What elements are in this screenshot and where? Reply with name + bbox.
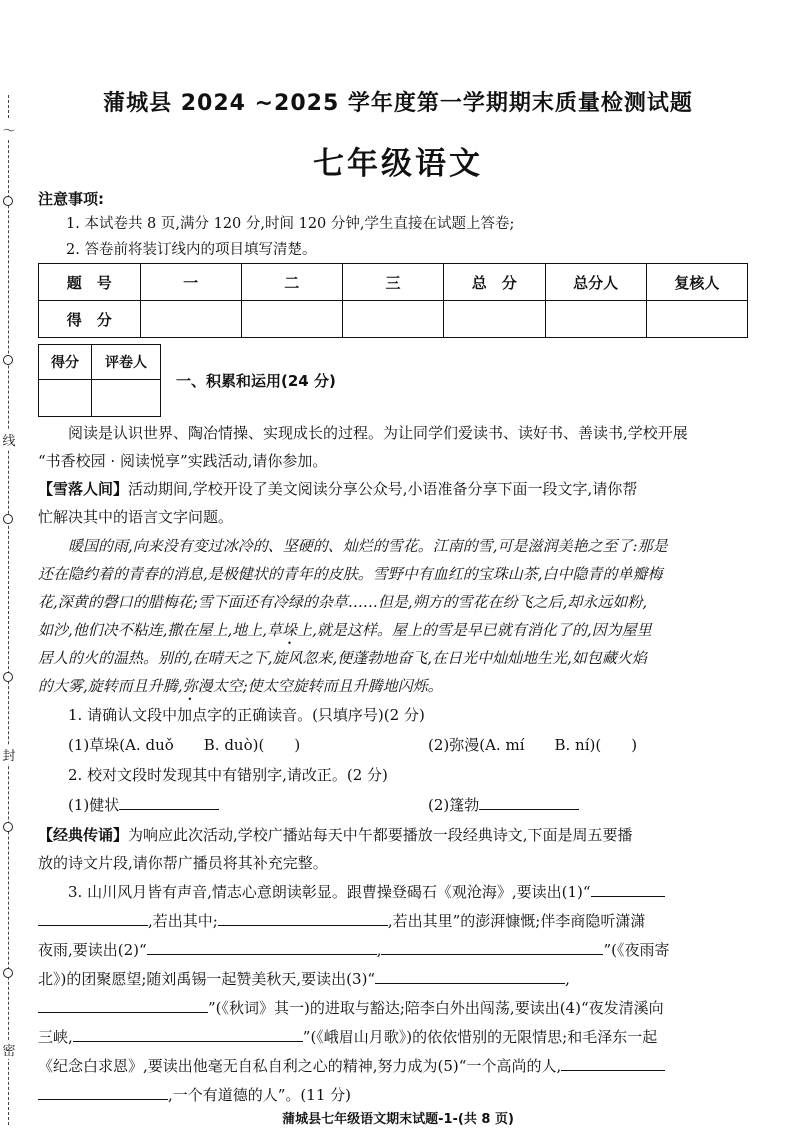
passage-text: 草 [267,621,283,639]
passage-text: 上,就是这样。屋上的雪是早已就有消化了的,因为屋里 [297,621,652,639]
score-row-label: 得 分 [39,301,141,338]
subject-title: 七年级语文 [313,146,483,182]
question-2-item-b [428,790,758,820]
note-item: 2. 答卷前将装订线内的项目填写清楚。 [66,242,317,258]
answer-blank[interactable] [561,1055,665,1071]
score-header-3: 三 [342,264,443,301]
grader-score-cell[interactable] [39,380,92,417]
score-cell[interactable] [140,301,241,338]
q3-text: , [376,941,382,959]
grader-score-label: 得分 [39,345,92,380]
grader-name-label: 评卷人 [92,345,161,380]
question-3-line [38,877,788,907]
intro-line: “书香校园 · 阅读悦享”实践活动,请你参加。 [38,452,328,470]
margin-mark-seal: 封 [0,745,18,764]
task2-line [38,820,758,850]
q3-text: ”(《峨眉山月歌》)的依依惜别的无限情思;和毛泽东一起 [302,1028,658,1046]
question-1-stem: 1. 请确认文段中加点字的正确读音。(只填序号)(2 分) [68,706,425,724]
margin-circle [3,514,13,524]
margin-circle [3,196,13,206]
score-header-totaller: 总分人 [545,264,646,301]
score-header-reviewer: 复核人 [646,264,747,301]
question-3-line [38,906,758,936]
passage-line: 还在隐约着的青春的消息,是极健状的青年的皮肤。雪野中有血红的宝珠山茶,白中隐青的单瓣梅 [38,565,663,583]
q3-text: ,一个有道德的人”。(11 分) [168,1086,351,1104]
margin-circle [3,672,13,682]
answer-blank[interactable] [479,794,579,810]
passage-line: 花,深黄的磬口的腊梅花;雪下面还有冷绿的杂草……但是,朔方的雪花在纷飞之后,却永远如粉, [38,593,648,611]
margin-circle [3,822,13,832]
q3-text: ”(《秋词》其一)的进取与豁达;陪李白外出闯荡,要读出(4)“夜发清溪向 [208,999,664,1017]
dotted-char: 弥 [182,677,198,695]
score-header-total: 总 分 [444,264,546,301]
q3-text: ,若出其里”的澎湃慷慨;伴李商隐听潇潇 [387,912,646,930]
passage-line: 居人的火的温热。别的,在晴天之下,旋风忽来,便蓬勃地奋飞,在日光中灿灿地生光,如包藏火焰 [38,649,647,667]
q3-text: 夜雨,要读出(2)“ [38,941,147,959]
question-3-line [38,993,758,1023]
answer-blank[interactable] [375,968,565,984]
grader-box [38,344,161,417]
answer-blank[interactable] [218,910,388,926]
q2-word: (1)健状 [68,796,120,814]
score-header-2: 二 [241,264,342,301]
page-footer: 蒲城县七年级语文期末试题-1-(共 8 页) [282,1112,514,1127]
task1-line: 忙解决其中的语言文字问题。 [38,508,234,526]
answer-blank[interactable] [147,939,377,955]
q3-text: ”(《夜雨寄 [603,941,670,959]
margin-mark-seal-wire: 线 [0,430,18,449]
question-2-stem: 2. 校对文段时发现其中有错别字,请改正。(2 分) [68,766,388,784]
q3-text: ,若出其中; [148,912,218,930]
question-1-option-b[interactable]: (2)弥漫(A. mí B. ní)( ) [428,736,638,754]
task1-tag: 【雪落人间】 [38,480,129,498]
score-cell[interactable] [646,301,747,338]
answer-blank[interactable] [381,939,603,955]
exam-title: 蒲城县 2024 ~2025 学年度第一学期期末质量检测试题 [103,91,693,116]
task2-tag: 【经典传诵】 [38,826,129,844]
answer-blank[interactable] [119,794,219,810]
margin-mark-secret: 密 [0,1040,18,1059]
task1-line [38,474,758,504]
dotted-char: 垛 [282,621,298,639]
q3-text: , [565,970,570,988]
answer-blank[interactable] [38,910,148,926]
question-3-line [38,1051,758,1081]
answer-blank[interactable] [591,881,665,897]
q3-text: 三峡, [38,1028,73,1046]
question-3-line [38,1022,758,1052]
margin-circle [3,968,13,978]
answer-blank[interactable] [38,1084,168,1100]
q3-text: 3. 山川风月皆有声音,情志心意朗读彰显。跟曹操登碣石《观沧海》,要读出(1)“ [68,883,591,901]
task1-text: 活动期间,学校开设了美文阅读分享公众号,小语准备分享下面一段文字,请你帮 [128,480,638,498]
passage-text: 漫太空;使太空旋转而且升腾地闪烁。 [197,677,443,695]
passage-line: 暖国的雨,向来没有变过冰冷的、坚硬的、灿烂的雪花。江南的雪,可是滋润美艳之至了:那是 [68,537,668,555]
task2-line: 放的诗文片段,请你帮广播员将其补充完整。 [38,854,328,872]
question-3-line [38,935,758,965]
score-cell[interactable] [444,301,546,338]
q3-text: 北》)的团聚愿望;随刘禹锡一起赞美秋天,要读出(3)“ [38,970,376,988]
q2-word: (2)篷勃 [428,796,480,814]
passage-text: 如沙,他们决不粘连,撒在屋上,地上, [38,621,268,639]
question-3-line [38,1080,758,1110]
notes-heading: 注意事项: [38,190,104,208]
q3-text: 《纪念白求恩》,要读出他毫无自私自利之心的精神,努力成为(5)“一个高尚的人, [38,1057,562,1075]
score-cell[interactable] [342,301,443,338]
question-1-option-a[interactable]: (1)草垛(A. duǒ B. duò)( ) [68,736,301,754]
score-cell[interactable] [241,301,342,338]
note-item: 1. 本试卷共 8 页,满分 120 分,时间 120 分钟,学生直接在试题上答卷; [66,216,515,232]
score-header-question: 题 号 [39,264,141,301]
score-table [38,263,748,338]
margin-circle [3,355,13,365]
margin-mark-top: 〜 [0,120,18,139]
answer-blank[interactable] [73,1026,303,1042]
passage-text: 的大雾,旋转而且升腾, [38,677,183,695]
intro-line: 阅读是认识世界、陶冶情操、实现成长的过程。为让同学们爱读书、读好书、善读书,学校开展 [68,424,688,442]
section-title: 一、积累和运用(24 分) [176,372,336,390]
question-3-line [38,964,758,994]
grader-name-cell[interactable] [92,380,161,417]
task2-text: 为响应此次活动,学校广播站每天中午都要播放一段经典诗文,下面是周五要播 [128,826,633,844]
score-header-1: 一 [140,264,241,301]
score-cell[interactable] [545,301,646,338]
answer-blank[interactable] [38,997,208,1013]
